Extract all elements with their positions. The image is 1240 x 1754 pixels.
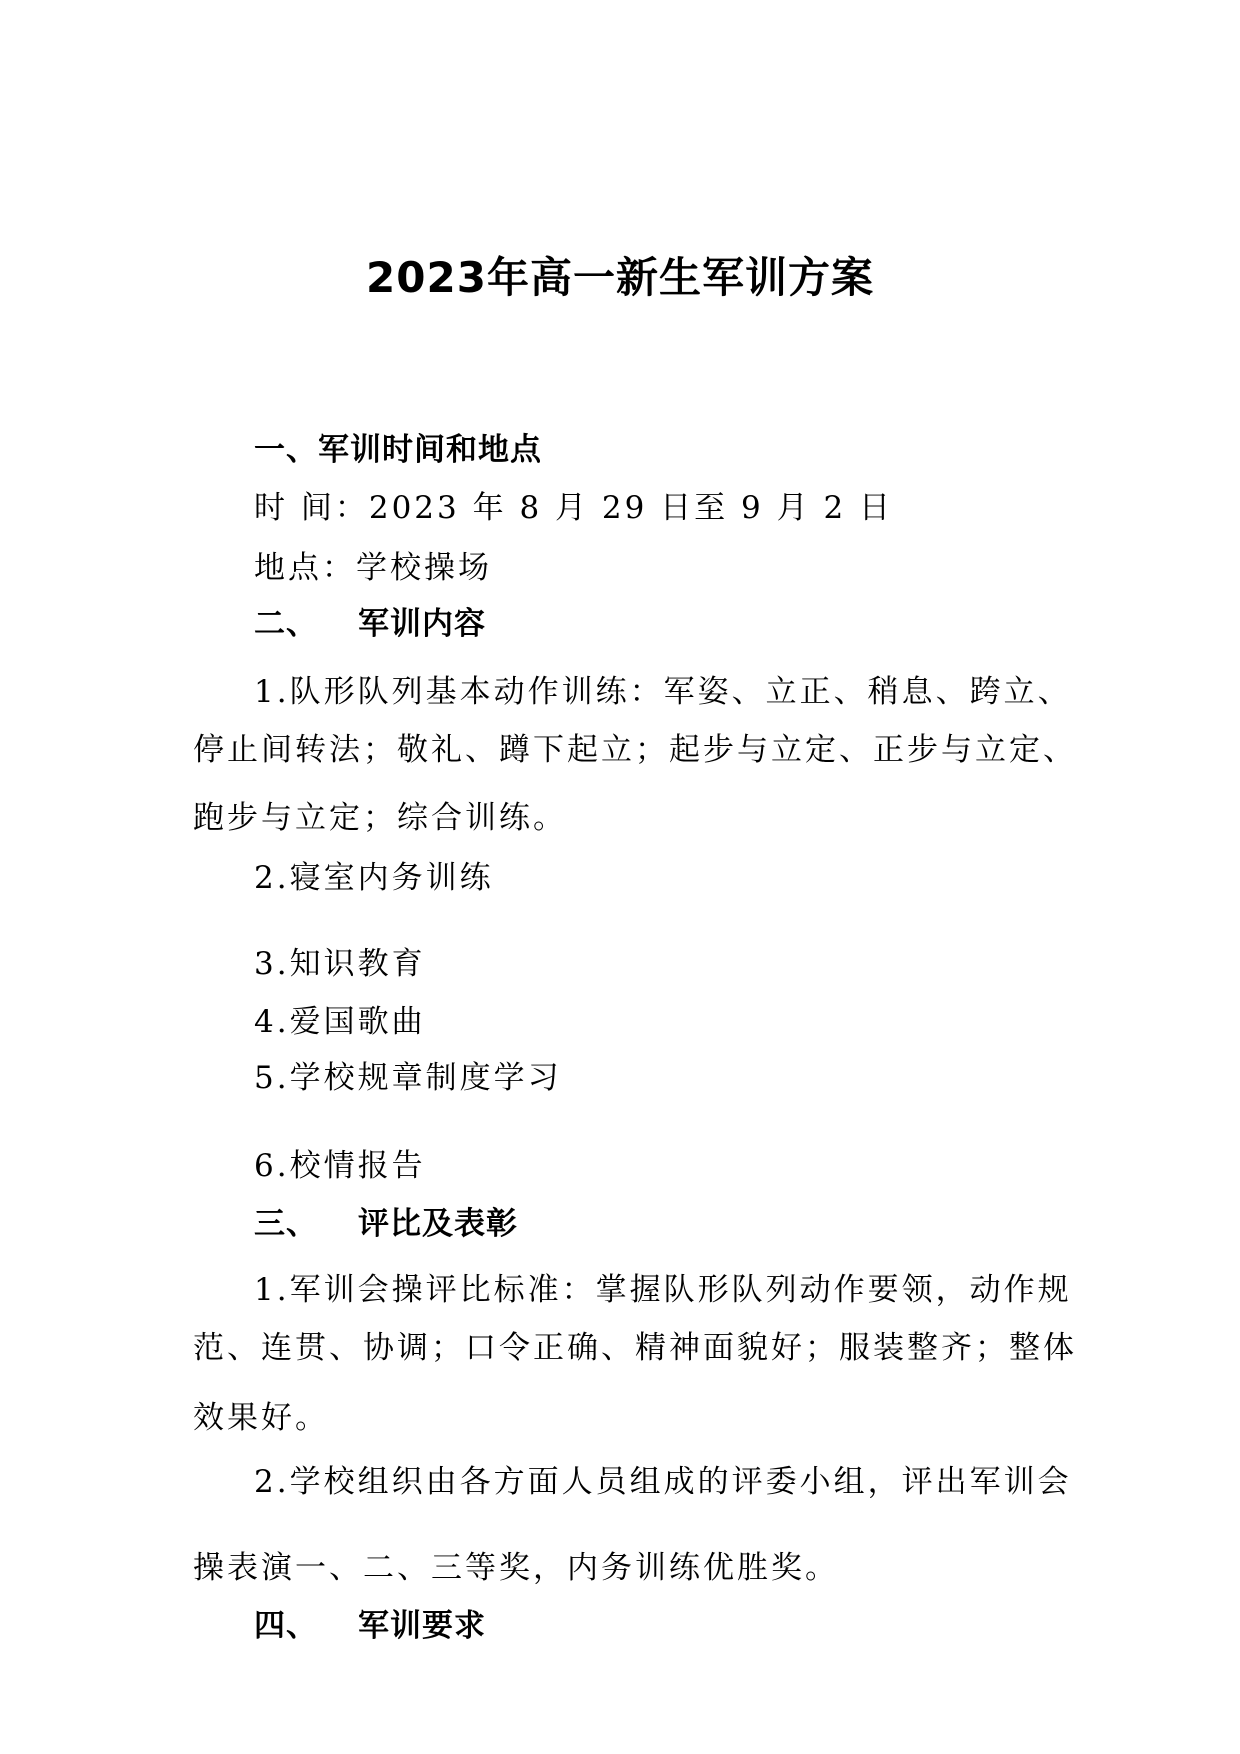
section-title-4: 军训要求 (358, 1608, 486, 1644)
content-item-4: 4.爱国歌曲 (254, 1004, 426, 1040)
section-heading-2 (254, 602, 486, 646)
training-time: 时 间：2023 年 8 月 29 日至 9 月 2 日 (254, 490, 894, 526)
evaluation-item-1-line-1: 1.军训会操评比标准：掌握队形队列动作要领，动作规 (254, 1272, 1072, 1308)
content-item-6: 6.校情报告 (254, 1148, 426, 1184)
section-number-2: 二、 (254, 606, 318, 642)
document-title: 2023年高一新生军训方案 (366, 253, 874, 302)
evaluation-item-1-line-2: 范、连贯、协调；口令正确、精神面貌好；服装整齐；整体 (193, 1330, 1077, 1366)
content-item-1-line-3: 跑步与立定；综合训练。 (193, 800, 567, 836)
section-title-2: 军训内容 (358, 606, 486, 642)
training-location: 地点：学校操场 (254, 550, 492, 586)
evaluation-item-1-line-3: 效果好。 (193, 1400, 329, 1436)
section-number-3: 三、 (254, 1206, 318, 1242)
evaluation-item-2-line-1: 2.学校组织由各方面人员组成的评委小组，评出军训会 (254, 1464, 1072, 1500)
content-item-2: 2.寝室内务训练 (254, 860, 494, 896)
section-number-4: 四、 (254, 1608, 318, 1644)
content-item-1-line-1: 1.队形队列基本动作训练：军姿、立正、稍息、跨立、 (254, 674, 1072, 710)
content-item-1-line-2: 停止间转法；敬礼、蹲下起立；起步与立定、正步与立定、 (193, 732, 1077, 768)
section-heading-4 (254, 1604, 486, 1648)
content-item-5: 5.学校规章制度学习 (254, 1060, 562, 1096)
section-title-3: 评比及表彰 (358, 1206, 518, 1242)
section-heading-1: 一、军训时间和地点 (254, 432, 542, 468)
content-item-3: 3.知识教育 (254, 946, 426, 982)
evaluation-item-2-line-2: 操表演一、二、三等奖，内务训练优胜奖。 (193, 1550, 839, 1586)
section-heading-3 (254, 1202, 518, 1246)
